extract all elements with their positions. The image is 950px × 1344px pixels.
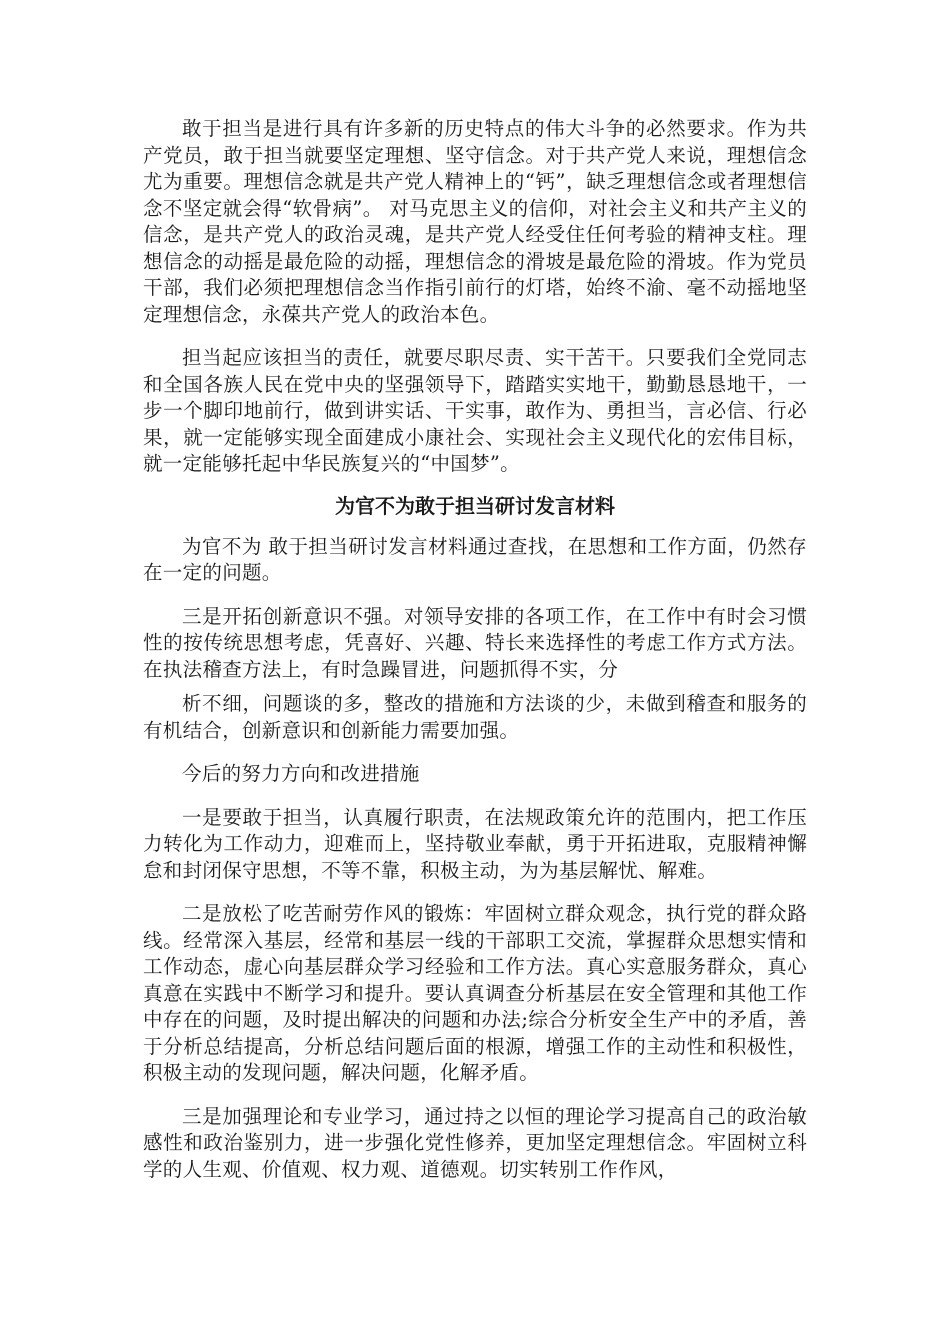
paragraph-innovation-continued: 析不细，问题谈的多，整改的措施和方法谈的少，未做到稽查和服务的有机结合，创新意识和创新能力需要加强。 [143,692,807,742]
paragraph-measure-two: 二是放松了吃苦耐劳作风的锻炼：牢固树立群众观念，执行党的群众路线。经常深入基层，经常和基层一线的干部职工交流，掌握群众思想实情和工作动态，虚心向基层群众学习经验和工作方法。真心实意服务群众，真心真意在实践中不断学习和提升。要认真调查分析基层在安全管理和其他工作中存在的问题，及时提出解决的问题和办法;综合分析安全生产中的矛盾，善于分析总结提高，分析总结问题后面的根源，增强工作的主动性和积极性，积极主动的发现问题，解决问题，化解矛盾。 [143,902,807,1084]
document-body [143,116,807,1200]
paragraph-courage-ideals: 敢于担当是进行具有许多新的历史特点的伟大斗争的必然要求。作为共产党员，敢于担当就要坚定理想、坚守信念。对于共产党人来说，理想信念尤为重要。理想信念就是共产党人精神上的“钙”，缺乏理想信念或者理想信念不坚定就会得“软骨病”。 对马克思主义的信仰，对社会主义和共产主义的信念，是共产党人的政治灵魂，是共产党人经受住任何考验的精神支柱。理想信念的动摇是最危险的动摇，理想信念的滑坡是最危险的滑坡。作为党员干部，我们必须把理想信念当作指引前行的灯塔，始终不渝、毫不动摇地坚定理想信念，永葆共产党人的政治本色。 [143,117,807,326]
section-heading: 为官不为敢于担当研讨发言材料 [335,493,615,518]
paragraph-measure-one: 一是要敢于担当，认真履行职责，在法规政策允许的范围内，把工作压力转化为工作动力，迎难而上，坚持敬业奉献，勇于开拓进取，克服精神懈怠和封闭保守思想，不等不靠，积极主动，为为基层解忧、解难。 [143,805,807,882]
paragraph-measure-three: 三是加强理论和专业学习，通过持之以恒的理论学习提高自己的政治敏感性和政治鉴别力，进一步强化党性修养，更加坚定理想信念。牢固树立科学的人生观、价值观、权力观、道德观。切实转别工作作风， [143,1104,807,1181]
paragraph-duty-responsibility: 担当起应该担当的责任，就要尽职尽责、实干苦干。只要我们全党同志和全国各族人民在党中央的坚强领导下，踏踏实实地干，勤勤恳恳地干，一步一个脚印地前行，做到讲实话、干实事，敢作为、勇担当，言必信、行必果，就一定能够实现全面建成小康社会、实现社会主义现代化的宏伟目标，就一定能够托起中华民族复兴的“中国梦”。 [143,346,807,475]
paragraph-improvement-title: 今后的努力方向和改进措施 [182,762,420,785]
paragraph-innovation-weak: 三是开拓创新意识不强。对领导安排的各项工作，在工作中有时会习惯性的按传统思想考虑，凭喜好、兴趣、特长来选择性的考虑工作方式方法。在执法稽查方法上，有时急躁冒进，问题抓得不实，分 [143,604,807,681]
paragraph-intro-problems: 为官不为 敢于担当研讨发言材料通过查找，在思想和工作方面，仍然存在一定的问题。 [143,534,807,584]
